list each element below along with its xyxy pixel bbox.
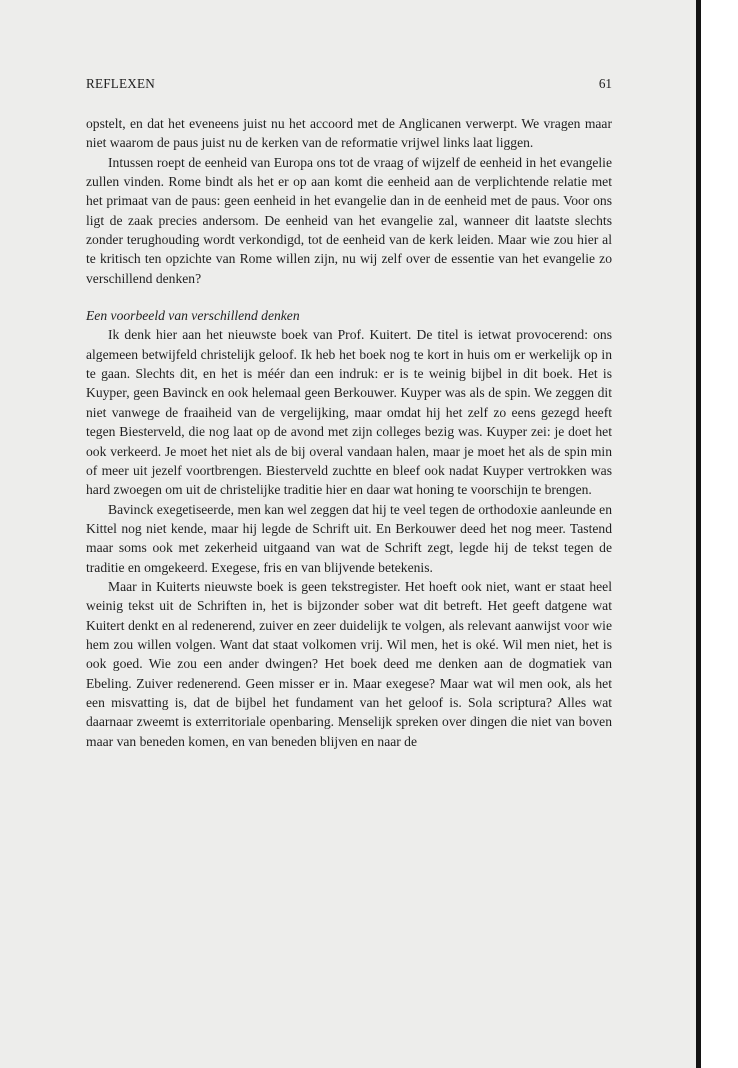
article-text: [86, 114, 612, 751]
paragraph-europe-unity: Intussen roept de eenheid van Europa ons tot de vraag of wijzelf de eenheid in het evangelie zullen vinden. Rome bindt als het er op aan komt die eenheid aan de verplichtende relatie met het primaat van de paus: geen eenheid in het evangelie dan in de eenheid met de paus. Voor ons ligt de zaak precies andersom. De eenheid van het evangelie zal, wanneer dit laatste slechts zonder terughouding wordt verkondigd, tot de eenheid van de kerk leiden. Maar wie zou hier al te kritisch ten opzichte van Rome willen zijn, nu wij zelf over de essentie van het evangelie zo verschillend denken?: [86, 154, 612, 286]
page-header: [86, 76, 612, 94]
running-head: REFLEXEN: [86, 76, 155, 91]
section-heading: Een voorbeeld van verschillend denken: [86, 308, 300, 324]
scan-margin: [701, 0, 738, 1068]
paragraph-continuation: opstelt, en dat het eveneens juist nu het accoord met de Anglicanen verwerpt. We vragen maar niet waarom de paus juist nu de kerken van de reformatie vrijwel links laat liggen.: [86, 116, 612, 151]
paragraph-text-register: Maar in Kuiterts nieuwste boek is geen tekstregister. Het hoeft ook niet, want er staat heel weinig tekst uit de Schriften in, het is bijzonder sober wat dit betreft. Het geeft datgene wat Kuitert denkt en al redenerend, zuiver en zeer duidelijk te volgen, als relevant aanwijst voor wie hem zou willen volgen. Want dat staat volkomen vrij. Wil men, het is oké. Wil men niet, het is ook goed. Wie zou een ander dwingen? Het boek deed me denken aan de dogmatiek van Ebeling. Zuiver redenerend. Geen misser er in. Maar exegese? Maar wat wil men ook, als het een misvatting is, dat de bijbel het fundament van het geloof is. Sola scriptura? Alles wat daarnaar zweemt is exterritoriale openbaring. Menselijk spreken over dingen die niet van boven maar van beneden komen, en van beneden blijven en naar de: [86, 578, 612, 749]
page-number: 61: [598, 76, 612, 91]
paragraph-kuitert-book: Ik denk hier aan het nieuwste boek van Prof. Kuitert. De titel is ietwat provocerend: ons algemeen betwijfeld christelijk geloof. Ik heb het boek nog te kort in huis om er werkelijk op in te gaan. Slechts dit, en het is méér dan een indruk: er is te weinig bijbel in dit boek. Het is Kuyper, geen Bavinck en ook helemaal geen Berkouwer. Kuyper was als de spin. We zeggen dit niet vanwege de fraaiheid van de vergelijking, maar omdat hij het zelf zo eens gezegd heeft tegen Biesterveld, die nog laat op de avond met zijn colleges bezig was. Kuyper zei: je doet het ook verkeerd. Je moet het niet als de bij overal vandaan halen, maar je moet het als de spin min of meer uit jezelf voortbrengen. Biesterveld zuchtte en bleef ook nadat Kuyper vertrokken was hard zwoegen om uit de christelijke traditie hier en daar wat honing te voorschijn te brengen.: [86, 327, 612, 498]
paragraph-bavinck: Bavinck exegetiseerde, men kan wel zeggen dat hij te veel tegen de orthodoxie aanleunde en Kittel nog niet kende, maar hij legde de Schrift uit. En Berkouwer deed het nog meer. Tastend maar soms ook met zekerheid uitgaand van wat de Schrift zegt, legde hij de tekst tegen de traditie en omgekeerd. Exegese, fris en van blijvende betekenis.: [86, 501, 612, 575]
